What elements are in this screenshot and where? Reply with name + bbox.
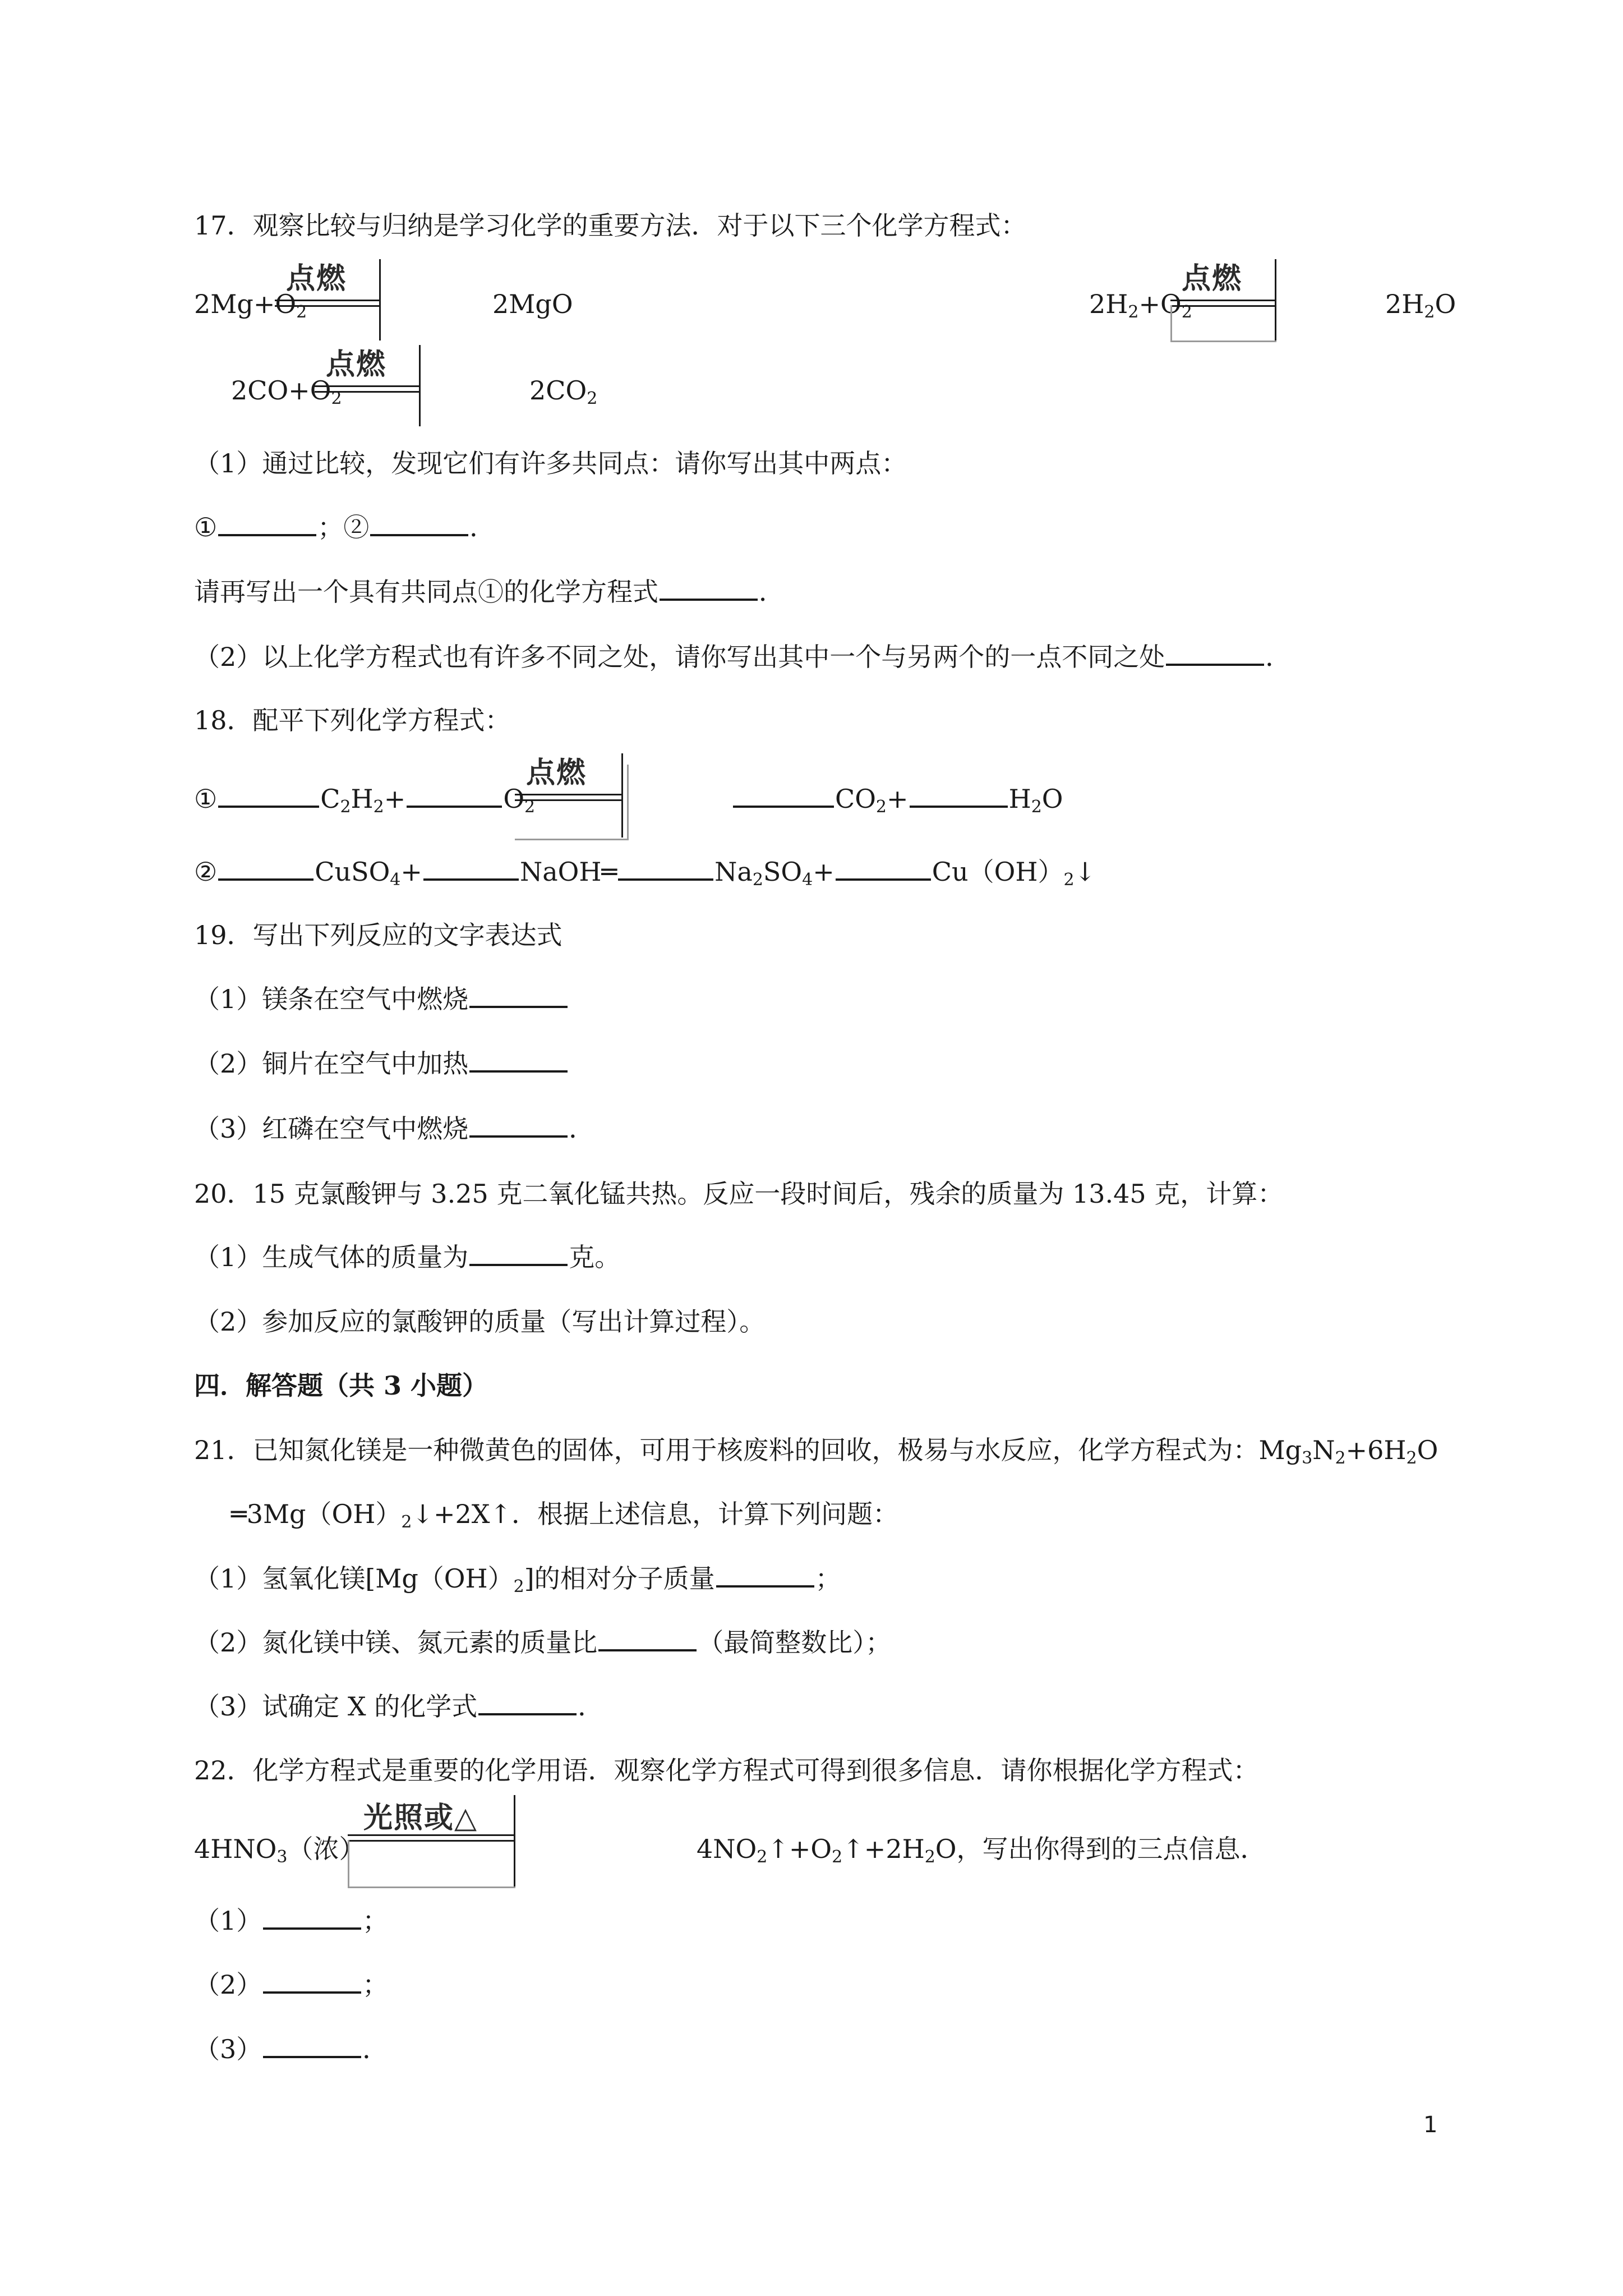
q18-reaction-1-products: $CO_2+ H_2O$ (732, 782, 1063, 816)
answer-blank[interactable] (263, 2033, 361, 2058)
q21-stem: 21．已知氮化镁是一种微黄色的固体，可用于核废料的回收，极易与水反应，化学方程式为：$Mg_3N_2+6H_2O$ (194, 1435, 1438, 1468)
q22-eq-left: $4HNO_3$（浓） (194, 1834, 365, 1867)
q21-stem-line-2: $═3Mg(OH)_2↓+2X↑$．根据上述信息，计算下列问题： (231, 1499, 899, 1532)
q17-eq3-left: $2CO+O_2$ (231, 375, 342, 408)
q17-eq3-right: $2CO_2$ (529, 375, 598, 408)
answer-blank[interactable] (618, 856, 713, 881)
page-number: 1 (1423, 2112, 1438, 2138)
answer-blank[interactable] (598, 1627, 697, 1651)
answer-blank[interactable] (469, 1113, 568, 1138)
answer-blank[interactable] (407, 783, 502, 808)
section-heading: 四．解答题（共 3 小题） (194, 1370, 488, 1401)
q20-item-2: （2）参加反应的氯酸钾的质量（写出计算过程）。 (194, 1306, 766, 1337)
answer-blank[interactable] (836, 856, 931, 881)
answer-blank[interactable] (478, 1691, 577, 1715)
q17-blanks: ① ；② ． (194, 512, 496, 542)
q18-reaction-2: ② CuSO$_4$+ NaOH═ $Na_2SO_4+$ $Cu(OH)_2↓$ (194, 857, 1096, 890)
answer-blank[interactable] (733, 783, 834, 808)
q19-stem: 19．写出下列反应的文字表达式 (194, 920, 562, 950)
q22-eq-right: $4NO_2↑+O_2↑+2H_2O$，写出你得到的三点信息． (697, 1834, 1266, 1867)
q17-eq1-left: $2Mg+O_2$ (194, 289, 307, 322)
q22-item-2: （2） ； (194, 1970, 389, 2000)
q17-eq1-right: 2MgO (492, 289, 573, 319)
condition-ignite-3: 点燃 (315, 345, 427, 429)
q20-item-1: （1）生成气体的质量为 克。 (194, 1242, 621, 1272)
q18-stem: 18．配平下列化学方程式： (194, 705, 511, 735)
q21-item-3: （3）试确定 X 的化学式 ． (194, 1691, 604, 1722)
q17-part2: （2）以上化学方程式也有许多不同之处，请你写出其中一个与另两个的一点不同之处 ． (194, 642, 1292, 672)
q22-stem: 22．化学方程式是重要的化学用语．观察化学方程式可得到很多信息．请你根据化学方程式： (194, 1755, 1259, 1786)
answer-blank[interactable] (263, 1969, 361, 1994)
q17-part1: （1）通过比较，发现它们有许多共同点：请你写出其中两点： (194, 448, 907, 478)
q20-stem: 20．15 克氯酸钾与 3.25 克二氧化锰共热。反应一段时间后，残余的质量为 13.45 克，计算： (194, 1179, 1284, 1209)
q21-item-2: （2）氮化镁中镁、氮元素的质量比 （最简整数比）； (194, 1627, 892, 1658)
q17-eq2-right: $2H_2O$ (1385, 289, 1456, 322)
answer-blank[interactable] (469, 983, 568, 1008)
q17-part1-extra: 请再写出一个具有共同点①的化学方程式 ． (194, 577, 785, 607)
condition-ignite-2: 点燃 (1170, 259, 1283, 343)
q17-stem: 17．观察比较与归纳是学习化学的重要方法．对于以下三个化学方程式： (194, 210, 1027, 241)
q19-item-1: （1）镁条在空气中燃烧 (194, 982, 569, 1016)
answer-blank[interactable] (218, 856, 313, 881)
condition-ignite-4: 点燃 (515, 753, 638, 843)
answer-blank[interactable] (423, 856, 519, 881)
answer-blank[interactable] (218, 512, 316, 536)
answer-blank[interactable] (716, 1563, 814, 1588)
condition-light-or-heat: 光照或△ (348, 1795, 527, 1890)
condition-ignite-1: 点燃 (275, 259, 387, 343)
answer-blank[interactable] (469, 1241, 568, 1266)
answer-blank[interactable] (910, 783, 1008, 808)
q22-item-1: （1） ； (194, 1906, 389, 1936)
answer-blank[interactable] (660, 576, 758, 601)
answer-blank[interactable] (370, 512, 468, 536)
answer-blank[interactable] (1166, 641, 1264, 666)
answer-blank[interactable] (218, 783, 319, 808)
q21-item-1: （1）氢氧化镁$[Mg(OH)_2]$的相对分子质量 ； (194, 1563, 841, 1596)
q19-item-2: （2）铜片在空气中加热 (194, 1047, 569, 1080)
q19-item-3: （3）红磷在空气中燃烧 ． (194, 1114, 595, 1144)
q22-item-3: （3） ． (194, 2034, 389, 2064)
q17-eq2-left: $2H_2+O_2$ (1089, 289, 1192, 322)
answer-blank[interactable] (469, 1048, 568, 1073)
q18-reaction-1: ① $C_2H_2+ O_2$ (194, 784, 536, 817)
answer-blank[interactable] (263, 1905, 361, 1930)
